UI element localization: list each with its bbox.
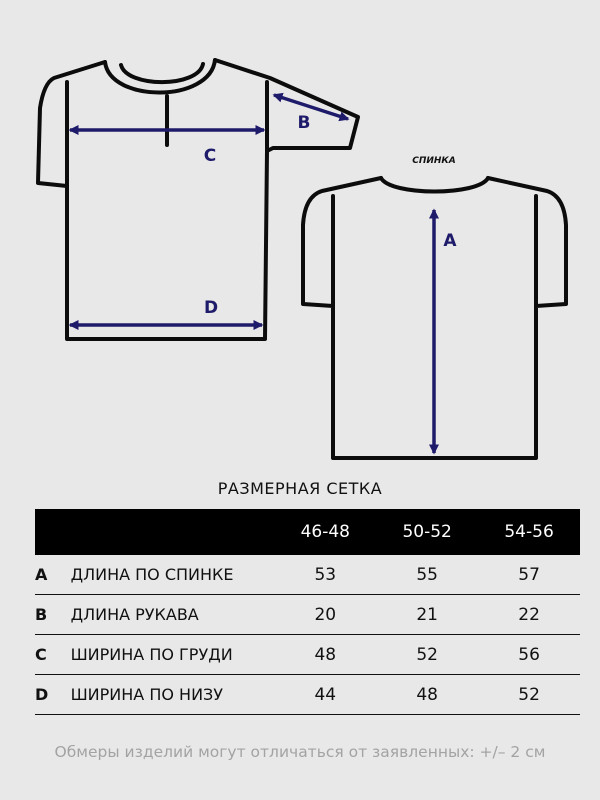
row-name: ШИРИНА ПО ГРУДИ	[70, 645, 233, 664]
row-value: 53	[314, 564, 337, 585]
row-letter: A	[35, 565, 48, 584]
table-row	[35, 595, 580, 635]
row-value: 52	[518, 684, 540, 705]
row-value: 20	[314, 604, 337, 625]
table-row	[35, 555, 580, 595]
label-a: A	[443, 231, 457, 251]
table-row	[35, 675, 580, 715]
row-name: ШИРИНА ПО НИЗУ	[70, 685, 224, 704]
row-letter: D	[35, 685, 49, 704]
row-value: 22	[518, 604, 540, 625]
row-value: 57	[518, 564, 540, 585]
label-c: C	[203, 146, 217, 166]
row-value: 44	[314, 684, 337, 705]
row-value: 48	[416, 684, 438, 705]
row-name: ДЛИНА ПО СПИНКЕ	[70, 565, 234, 584]
row-value: 56	[518, 644, 540, 665]
row-value: 52	[416, 644, 438, 665]
row-value: 21	[416, 604, 438, 625]
table-row	[35, 635, 580, 675]
footnote: Обмеры изделий могут отличаться от заявленных: +/– 2 см	[54, 743, 546, 761]
label-d: D	[203, 298, 219, 318]
back-label: СПИНКА	[412, 156, 456, 166]
header-size-1: 46-48	[300, 522, 350, 542]
row-value: 55	[416, 564, 438, 585]
row-letter: C	[35, 645, 47, 664]
label-b: B	[297, 113, 311, 133]
header-size-3: 54-56	[504, 522, 554, 542]
size-chart-title: РАЗМЕРНАЯ СЕТКА	[217, 479, 383, 498]
size-table-header	[35, 509, 580, 555]
header-size-2: 50-52	[402, 522, 452, 542]
back-collar	[381, 178, 488, 192]
row-letter: B	[35, 605, 48, 624]
dimension-arrows	[70, 95, 434, 453]
row-name: ДЛИНА РУКАВА	[70, 605, 199, 624]
size-table	[35, 509, 580, 715]
front-collar-inner	[121, 64, 203, 82]
row-value: 48	[314, 644, 337, 665]
